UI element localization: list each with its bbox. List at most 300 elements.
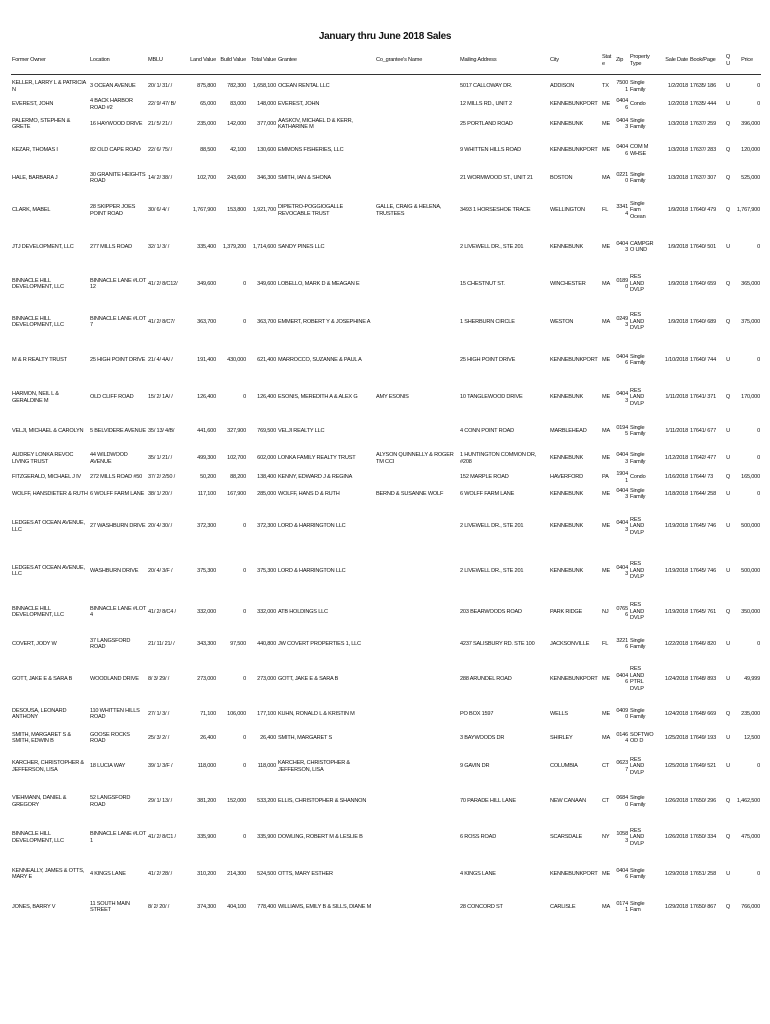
mblu-cell: 41/ 2/ 8/C4 / [148, 608, 176, 615]
sale-date-cell: 1/11/2018 [665, 427, 688, 434]
total-value-cell: 533,200 [257, 798, 276, 805]
total-value-cell: 375,300 [257, 567, 276, 574]
location-cell: 272 MILLS ROAD #50 [90, 474, 143, 481]
zip-cell: 19041 [616, 471, 628, 484]
state-cell: MA [602, 280, 610, 287]
build-value-cell: 327,900 [227, 427, 246, 434]
total-value-cell: 377,000 [257, 120, 276, 127]
zip-cell: 04046 [616, 353, 628, 366]
property-type-cell: Single Family [630, 353, 646, 366]
property-type-cell: RES LAND DVLP [630, 312, 645, 332]
state-cell: ME [602, 567, 610, 574]
city-cell: KENNEBUNKPORT [550, 675, 598, 682]
price-cell: 1,462,500 [736, 798, 760, 805]
column-header: Zip [615, 47, 629, 75]
price-cell: 350,000 [741, 608, 760, 615]
location-cell: 4 BACK HARBOR ROAD #2 [90, 98, 133, 111]
price-cell: 1,767,900 [736, 207, 760, 214]
mblu-cell: 8/ 2/ 20/ / [148, 903, 170, 910]
book-page-cell: 17640/ 501 [690, 243, 716, 250]
price-cell: 525,000 [741, 174, 760, 181]
price-cell: 0 [757, 427, 760, 434]
price-cell: 170,000 [741, 394, 760, 401]
property-type-cell: RES LAND DVLP [630, 602, 645, 622]
location-cell: 25 HIGH POINT DRIVE [90, 356, 146, 363]
mblu-cell: 35/ 1/ 21/ / [148, 455, 173, 462]
zip-cell: 02493 [616, 315, 628, 328]
mailing-address-cell: 4237 SALISBURY RD. STE 100 [460, 640, 535, 647]
build-value-cell: 0 [243, 280, 246, 287]
total-value-cell: 372,300 [257, 523, 276, 530]
city-cell: WELLS [550, 710, 568, 717]
mblu-cell: 25/ 3/ 2/ / [148, 734, 170, 741]
zip-cell: 04046 [616, 867, 628, 880]
qu-cell: U [726, 83, 730, 90]
table-row [11, 631, 761, 657]
city-cell: KENNEBUNKPORT [550, 147, 598, 154]
mailing-address-cell: 4 CONN POINT ROAD [460, 427, 514, 434]
qu-cell: Q [725, 798, 731, 805]
sale-date-cell: 1/19/2018 [664, 608, 688, 615]
build-value-cell: 152,000 [227, 798, 246, 805]
former-owner-cell: COVERT, JODY W [12, 640, 57, 647]
total-value-cell: 346,300 [257, 174, 276, 181]
sale-date-cell: 1/3/2018 [667, 147, 688, 154]
book-page-cell: 17646/ 820 [690, 640, 716, 647]
state-cell: ME [602, 870, 610, 877]
state-cell: MA [602, 734, 610, 741]
build-value-cell: 153,800 [227, 207, 246, 214]
mailing-address-cell: 2 LIVEWELL DR., STE 201 [460, 523, 524, 530]
book-page-cell: 17648/ 669 [690, 710, 716, 717]
qu-cell: U [726, 455, 730, 462]
book-page-cell: 17644/ 73 [690, 474, 714, 481]
qu-cell: U [726, 640, 730, 647]
total-value-cell: 778,400 [257, 903, 276, 910]
grantee-cell: MARROCCO, SUZANNE & PAUL A [278, 356, 362, 363]
price-cell: 235,000 [741, 710, 760, 717]
total-value-cell: 1,714,600 [252, 243, 276, 250]
co-grantee-cell [375, 137, 459, 164]
grantee-cell: KUHN, RONALD L & KRISTIN M [278, 710, 355, 717]
mblu-cell: 32/ 1/ 3/ / [148, 243, 170, 250]
column-header: Location [89, 47, 147, 75]
qu-cell: U [726, 675, 730, 682]
land-value-cell: 118,000 [197, 763, 216, 770]
former-owner-cell: KENNEALLY, JAMES & OTTS, MARY E [12, 867, 85, 880]
build-value-cell: 42,100 [230, 147, 246, 154]
land-value-cell: 499,300 [197, 455, 216, 462]
zip-cell: 33414 [616, 204, 628, 217]
table-row [11, 819, 761, 856]
former-owner-cell: JTJ DEVELOPMENT, LLC [12, 243, 74, 250]
zip-cell: 04043 [616, 487, 628, 500]
land-value-cell: 273,000 [197, 675, 216, 682]
land-value-cell: 335,400 [197, 243, 216, 250]
state-cell: FL [602, 207, 609, 214]
book-page-cell: 17644/ 258 [690, 490, 716, 497]
grantee-cell: DOWLING, ROBERT M & LESLIE B [278, 834, 363, 841]
sale-date-cell: 1/10/2018 [664, 356, 688, 363]
qu-cell: U [726, 763, 730, 770]
co-grantee-cell [375, 784, 459, 819]
qu-cell: U [726, 427, 730, 434]
location-cell: 3 OCEAN AVENUE [90, 83, 136, 90]
co-grantee-cell [375, 631, 459, 657]
city-cell: KENNEBUNK [550, 523, 584, 530]
city-cell: WELLINGTON [550, 207, 585, 214]
book-page-cell: 17650/ 296 [690, 798, 716, 805]
build-value-cell: 0 [243, 834, 246, 841]
state-cell: NY [602, 834, 610, 841]
total-value-cell: 440,800 [257, 640, 276, 647]
property-type-cell: RES LAND PTRL DVLP [630, 666, 645, 692]
state-cell: ME [602, 523, 610, 530]
land-value-cell: 335,900 [197, 834, 216, 841]
table-row [11, 192, 761, 229]
sale-date-cell: 1/24/2018 [664, 675, 688, 682]
book-page-cell: 17640/ 744 [690, 356, 716, 363]
former-owner-cell: BINNACLE HILL DEVELOPMENT, LLC [12, 277, 64, 290]
grantee-cell: AASKOV, MICHAEL D & KERR, KATHARINE M [278, 117, 353, 130]
land-value-cell: 332,000 [197, 608, 216, 615]
build-value-cell: 0 [243, 675, 246, 682]
qu-cell: Q [725, 394, 731, 401]
land-value-cell: 343,300 [197, 640, 216, 647]
city-cell: KENNEBUNK [550, 567, 584, 574]
book-page-cell: 17650/ 334 [690, 834, 716, 841]
zip-cell: 04046 [616, 144, 628, 157]
state-cell: MA [602, 174, 610, 181]
mailing-address-cell: 5017 CALLOWAY DR. [460, 83, 513, 90]
mailing-address-cell: 70 PARADE HILL LANE [460, 798, 516, 805]
build-value-cell: 0 [243, 394, 246, 401]
mailing-address-cell: 12 MILLS RD., UNIT 2 [460, 101, 512, 108]
location-cell: GOOSE ROCKS ROAD [90, 731, 130, 744]
zip-cell: 10583 [616, 831, 628, 844]
sale-date-cell: 1/3/2018 [667, 174, 688, 181]
price-cell: 0 [757, 356, 760, 363]
co-grantee-cell [375, 504, 459, 549]
former-owner-cell: KARCHER, CHRISTOPHER & JEFFERSON, LISA [12, 760, 84, 773]
sale-date-cell: 1/12/2018 [664, 455, 688, 462]
table-row [11, 446, 761, 471]
co-grantee-cell [375, 749, 459, 784]
book-page-cell: 17641/ 371 [690, 394, 716, 401]
build-value-cell: 430,000 [227, 356, 246, 363]
qu-cell: Q [725, 120, 731, 127]
table-row [11, 303, 761, 341]
land-value-cell: 375,300 [197, 567, 216, 574]
co-grantee-cell [375, 892, 459, 922]
table-row [11, 504, 761, 549]
property-type-cell: Single Family [630, 867, 646, 880]
grantee-cell: KENNY, EDWARD J & REGINA [278, 474, 353, 481]
column-header: Book/Page [689, 47, 723, 75]
total-value-cell: 118,000 [257, 763, 276, 770]
sale-date-cell: 1/9/2018 [667, 318, 688, 325]
land-value-cell: 381,200 [197, 798, 216, 805]
sale-date-cell: 1/26/2018 [664, 798, 688, 805]
zip-cell: 01741 [616, 900, 628, 913]
build-value-cell: 167,900 [227, 490, 246, 497]
former-owner-cell: WOLFF, HANSDIETER & RUTH [12, 490, 88, 497]
co-grantee-cell [375, 98, 459, 111]
grantee-cell: ESONIS, MEREDITH A & ALEX G [278, 394, 358, 401]
city-cell: SHIRLEY [550, 734, 573, 741]
state-cell: ME [602, 120, 610, 127]
location-cell: 37 LANGSFORD ROAD [90, 637, 131, 650]
location-cell: 82 OLD CAPE ROAD [90, 147, 141, 154]
property-type-cell: Single Family [630, 424, 646, 437]
sale-date-cell: 1/3/2018 [667, 120, 688, 127]
qu-cell: Q [725, 834, 731, 841]
former-owner-cell: HARMON, NEIL L & GERALDINE M [12, 391, 59, 404]
zip-cell: 04046 [616, 672, 628, 685]
total-value-cell: 332,000 [257, 608, 276, 615]
location-cell: 18 LUCIA WAY [90, 763, 126, 770]
sale-date-cell: 1/9/2018 [667, 243, 688, 250]
co-grantee-cell [375, 341, 459, 379]
column-header: Build Value [217, 47, 247, 75]
grantee-cell: SMITH, MARGARET S [278, 734, 332, 741]
land-value-cell: 102,700 [197, 174, 216, 181]
property-type-cell: COM M WHSE [630, 144, 649, 157]
grantee-cell: KARCHER, CHRISTOPHER & JEFFERSON, LISA [278, 760, 350, 773]
former-owner-cell: EVEREST, JOHN [12, 101, 54, 108]
column-header: Price [733, 47, 761, 75]
book-page-cell: 17635/ 444 [690, 101, 716, 108]
grantee-cell: WOLFF, HANS D & RUTH [278, 490, 340, 497]
price-cell: 12,500 [744, 734, 760, 741]
location-cell: 30 GRANITE HEIGHTS ROAD [90, 171, 146, 184]
location-cell: BINNACLE LANE #LOT 4 [90, 605, 146, 618]
zip-cell: 01945 [616, 424, 628, 437]
former-owner-cell: LEDGES AT OCEAN AVENUE, LLC [12, 520, 85, 533]
location-cell: OLD CLIFF ROAD [90, 394, 134, 401]
mblu-cell: 15/ 2/ 1A/ / [148, 394, 173, 401]
qu-cell: U [726, 523, 730, 530]
mblu-cell: 14/ 2/ 38/ / [148, 174, 173, 181]
property-type-cell: Single Family [630, 795, 646, 808]
grantee-cell: VELJI REALTY LLC [278, 427, 325, 434]
land-value-cell: 310,200 [197, 870, 216, 877]
location-cell: WASHBURN DRIVE [90, 567, 139, 574]
book-page-cell: 17649/ 521 [690, 763, 716, 770]
city-cell: COLUMBIA [550, 763, 578, 770]
city-cell: JACKSONVILLE [550, 640, 590, 647]
total-value-cell: 1,658,100 [252, 83, 276, 90]
table-row [11, 379, 761, 416]
location-cell: 16 HAYWOOD DRIVE [90, 120, 143, 127]
qu-cell: Q [725, 608, 731, 615]
sale-date-cell: 1/29/2018 [664, 903, 688, 910]
location-cell: 6 WOLFF FARM LANE [90, 490, 145, 497]
book-page-cell: 17641/ 677 [690, 427, 716, 434]
book-page-cell: 17637/ 259 [690, 120, 716, 127]
book-page-cell: 17645/ 746 [690, 523, 716, 530]
table-row [11, 701, 761, 727]
table-row [11, 137, 761, 164]
column-header: Land Value [187, 47, 217, 75]
price-cell: 396,000 [741, 120, 760, 127]
qu-cell: Q [725, 318, 731, 325]
former-owner-cell: BINNACLE HILL DEVELOPMENT, LLC [12, 831, 64, 844]
zip-cell: 32216 [616, 637, 628, 650]
grantee-cell: ATB HOLDINGS LLC [278, 608, 328, 615]
city-cell: HAVERFORD [550, 474, 583, 481]
co-grantee-cell [375, 701, 459, 727]
property-type-cell: SOFTWOOD D [630, 731, 654, 744]
zip-cell: 04046 [616, 98, 628, 111]
total-value-cell: 126,400 [257, 394, 276, 401]
city-cell: KENNEBUNK [550, 490, 584, 497]
qu-cell: Q [725, 903, 731, 910]
build-value-cell: 0 [243, 523, 246, 530]
co-grantee-cell [375, 111, 459, 137]
qu-cell: U [726, 243, 730, 250]
former-owner-cell: HALE, BARBARA J [12, 174, 58, 181]
mblu-cell: 21/ 4/ 4A/ / [148, 356, 173, 363]
mailing-address-cell: 9 GAVIN DR [460, 763, 490, 770]
mailing-address-cell: 9 WHITTEN HILLS ROAD [460, 147, 521, 154]
mailing-address-cell: 152 MARPLE ROAD [460, 474, 509, 481]
former-owner-cell: CLARK, MABEL [12, 207, 51, 214]
qu-cell: Q [725, 710, 731, 717]
build-value-cell: 1,379,200 [222, 243, 246, 250]
table-row [11, 657, 761, 701]
grantee-cell: GOTT, JAKE E & SARA B [278, 675, 339, 682]
qu-cell: Q [725, 207, 731, 214]
location-cell: 11 SOUTH MAIN STREET [90, 900, 130, 913]
build-value-cell: 782,300 [227, 83, 246, 90]
co-grantee-cell: BERND & SUSANNE WOLF [376, 490, 444, 497]
total-value-cell: 349,600 [257, 280, 276, 287]
mblu-cell: 20/ 4/ 30/ / [148, 523, 173, 530]
price-cell: 0 [757, 243, 760, 250]
state-cell: ME [602, 394, 610, 401]
grantee-cell: ELLIS, CHRISTOPHER & SHANNON [278, 798, 367, 805]
sale-date-cell: 1/9/2018 [667, 207, 688, 214]
mailing-address-cell: 21 WORMWOOD ST., UNIT 21 [460, 174, 533, 181]
city-cell: KENNEBUNKPORT [550, 870, 598, 877]
total-value-cell: 524,500 [257, 870, 276, 877]
build-value-cell: 0 [243, 608, 246, 615]
page-title: January thru June 2018 Sales [318, 31, 452, 42]
mailing-address-cell: 3493 1 HORSESHOE TRACE [460, 207, 531, 214]
state-cell: ME [602, 147, 610, 154]
former-owner-cell: JONES, BARRY V [12, 903, 56, 910]
co-grantee-cell [375, 593, 459, 631]
state-cell: CT [602, 798, 610, 805]
table-row [11, 749, 761, 784]
book-page-cell: 17637/ 283 [690, 147, 716, 154]
zip-cell: 75001 [616, 80, 628, 93]
sale-date-cell: 1/2/2018 [667, 101, 688, 108]
sale-date-cell: 1/29/2018 [664, 870, 688, 877]
co-grantee-cell [375, 657, 459, 701]
column-header: Grantee [277, 47, 375, 75]
mblu-cell: 38/ 1/ 20/ / [148, 490, 173, 497]
build-value-cell: 0 [243, 318, 246, 325]
location-cell: BINNACLE LANE #LOT 12 [90, 277, 146, 290]
mailing-address-cell: 2 LIVEWELL DR., STE 201 [460, 243, 524, 250]
column-header: State [601, 47, 615, 75]
zip-cell: 02210 [616, 171, 628, 184]
property-type-cell: RES LAND DVLP [630, 756, 645, 776]
property-type-cell: Single Family [630, 171, 646, 184]
state-cell: ME [602, 710, 610, 717]
qu-cell: U [726, 870, 730, 877]
grantee-cell: LOBELLO, MARK D & MEAGAN E [278, 280, 360, 287]
column-header: Q U [723, 47, 733, 75]
qu-cell: U [726, 101, 730, 108]
table-row [11, 75, 761, 99]
build-value-cell: 404,100 [227, 903, 246, 910]
co-grantee-cell [375, 471, 459, 484]
book-page-cell: 17645/ 746 [690, 567, 716, 574]
mailing-address-cell: 25 PORTLAND ROAD [460, 120, 513, 127]
location-cell: BINNACLE LANE #LOT 1 [90, 831, 146, 844]
state-cell: ME [602, 243, 610, 250]
grantee-cell: LORD & HARRINGTON LLC [278, 567, 346, 574]
state-cell: MA [602, 427, 610, 434]
former-owner-cell: BINNACLE HILL DEVELOPMENT, LLC [12, 605, 64, 618]
grantee-cell: SMITH, IAN & SHONA [278, 174, 331, 181]
property-type-cell: RES LAND DVLP [630, 561, 645, 581]
location-cell: WOODLAND DRIVE [90, 675, 139, 682]
column-header: Mailing Address [459, 47, 549, 75]
land-value-cell: 363,700 [197, 318, 216, 325]
zip-cell: 04043 [616, 452, 628, 465]
price-cell: 500,000 [741, 523, 760, 530]
property-type-cell: RES LAND DVLP [630, 516, 645, 536]
sale-date-cell: 1/2/2018 [667, 83, 688, 90]
mblu-cell: 41/ 2/ 8/C7/ [148, 318, 175, 325]
city-cell: WINCHESTER [550, 280, 586, 287]
mailing-address-cell: 28 CONCORD ST [460, 903, 503, 910]
land-value-cell: 372,300 [197, 523, 216, 530]
table-row [11, 164, 761, 192]
grantee-cell: EMMONS FISHERIES, LLC [278, 147, 344, 154]
table-row [11, 98, 761, 111]
city-cell: WESTON [550, 318, 574, 325]
property-type-cell: Single Family [630, 452, 646, 465]
location-cell: 28 SKIPPER JOES POINT ROAD [90, 204, 136, 217]
land-value-cell: 374,300 [197, 903, 216, 910]
property-type-cell: CAMPGRO UND [630, 240, 654, 253]
zip-cell: 04043 [616, 240, 628, 253]
zip-cell: 07656 [616, 605, 628, 618]
total-value-cell: 621,400 [257, 356, 276, 363]
build-value-cell: 0 [243, 734, 246, 741]
sale-date-cell: 1/18/2018 [664, 490, 688, 497]
land-value-cell: 191,400 [197, 356, 216, 363]
land-value-cell: 441,600 [197, 427, 216, 434]
state-cell: ME [602, 675, 610, 682]
total-value-cell: 148,000 [257, 101, 276, 108]
former-owner-cell: SMITH, MARGARET S & SMITH, EDWIN B [12, 731, 71, 744]
mblu-cell: 41/ 2/ 8/C12/ [148, 280, 178, 287]
total-value-cell: 26,400 [260, 734, 276, 741]
table-row [11, 416, 761, 446]
zip-cell: 01464 [616, 731, 628, 744]
build-value-cell: 83,000 [230, 101, 246, 108]
co-grantee-cell: ALYSON QUINNELLY & ROGER TM CCI [376, 452, 454, 465]
co-grantee-cell: GALLE, CRAIG & HELENA, TRUSTEES [376, 204, 442, 217]
price-cell: 375,000 [741, 318, 760, 325]
city-cell: BOSTON [550, 174, 573, 181]
